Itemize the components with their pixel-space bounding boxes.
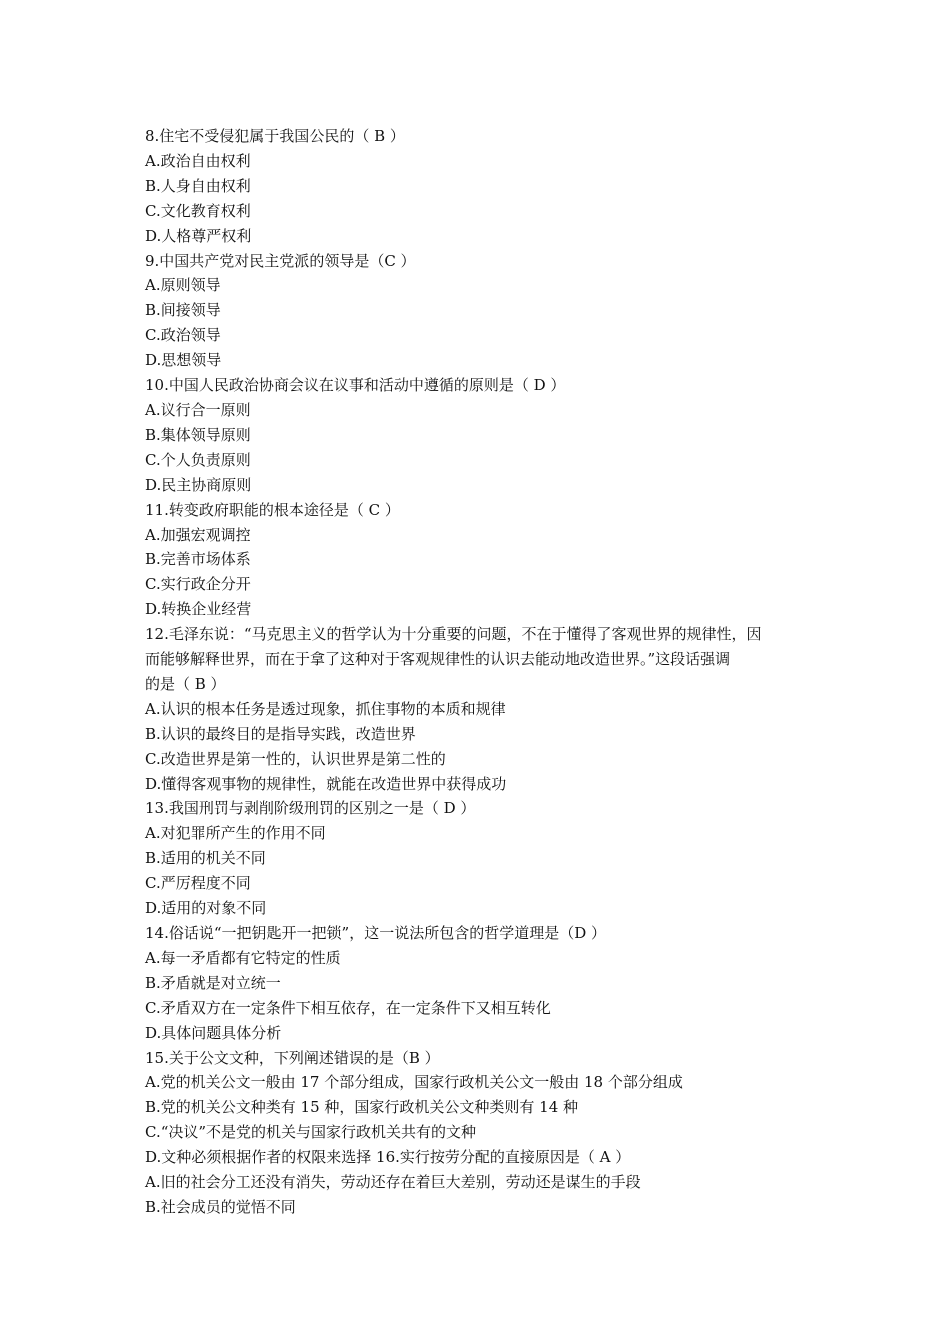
question-12-line-3: 的是（ B ） [145,674,226,693]
option-15d-and-question-16: D.文种必须根据作者的权限来选择 16.实行按劳分配的直接原因是（ A ） [145,1148,631,1167]
option-12d: D.懂得客观事物的规律性，就能在改造世界中获得成功 [145,774,507,793]
option-8c: C.文化教育权利 [145,201,251,220]
option-10c: C.个人负责原则 [145,450,251,469]
question-13: 13.我国刑罚与剥削阶级刑罚的区别之一是（ D ） [145,799,476,818]
option-14d: D.具体问题具体分析 [145,1023,282,1042]
option-9d: D.思想领导 [145,351,222,370]
option-14c: C.矛盾双方在一定条件下相互依存，在一定条件下又相互转化 [145,998,551,1017]
option-12c: C.改造世界是第一性的，认识世界是第二性的 [145,749,446,768]
question-12-line-1: 12.毛泽东说：“马克思主义的哲学认为十分重要的问题，不在于懂得了客观世界的规律性，因 [145,625,762,644]
question-15: 15.关于公文文种，下列阐述错误的是（B ） [145,1048,440,1067]
option-16b: B.社会成员的觉悟不同 [145,1197,296,1216]
question-8: 8.住宅不受侵犯属于我国公民的（ B ） [145,127,405,145]
question-14: 14.俗话说“一把钥匙开一把锁”，这一说法所包含的哲学道理是（D ） [145,924,606,942]
option-11d: D.转换企业经营 [145,600,252,619]
option-13d: D.适用的对象不同 [145,899,267,918]
option-10d: D.民主协商原则 [145,475,252,494]
option-14a: A.每一矛盾都有它特定的性质 [145,948,341,967]
option-16a: A.旧的社会分工还没有消失，劳动还存在着巨大差别，劳动还是谋生的手段 [145,1173,641,1192]
option-11a: A.加强宏观调控 [145,525,251,544]
question-12-line-2: 而能够解释世界，而在于拿了这种对于客观规律性的认识去能动地改造世界。”这段话强调 [145,650,731,669]
option-12b: B.认识的最终目的是指导实践，改造世界 [145,724,416,743]
option-12a: A.认识的根本任务是透过现象，抓住事物的本质和规律 [145,699,506,718]
option-13a: A.对犯罪所产生的作用不同 [145,824,326,843]
option-10a: A.议行合一原则 [145,400,251,419]
option-15b: B.党的机关公文种类有 15 种，国家行政机关公文种类则有 14 种 [145,1098,579,1117]
option-11c: C.实行政企分开 [145,575,251,594]
option-8d: D.人格尊严权利 [145,226,252,245]
question-11: 11.转变政府职能的根本途径是（ C ） [145,500,400,519]
option-15c: C.“决议”不是党的机关与国家行政机关共有的文种 [145,1123,477,1142]
option-8a: A.政治自由权利 [145,151,251,170]
option-9a: A.原则领导 [145,276,221,295]
option-13b: B.适用的机关不同 [145,849,266,868]
option-14b: B.矛盾就是对立统一 [145,973,281,992]
question-9: 9.中国共产党对民主党派的领导是（C ） [145,251,416,270]
option-11b: B.完善市场体系 [145,550,251,569]
option-8b: B.人身自由权利 [145,176,251,195]
option-9b: B.间接领导 [145,301,221,320]
option-13c: C.严厉程度不同 [145,874,251,893]
document-body [145,124,810,1220]
option-9c: C.政治领导 [145,326,221,345]
question-10: 10.中国人民政治协商会议在议事和活动中遵循的原则是（ D ） [145,376,566,395]
option-15a: A.党的机关公文一般由 17 个部分组成，国家行政机关公文一般由 18 个部分组成 [145,1073,683,1092]
option-10b: B.集体领导原则 [145,425,251,444]
